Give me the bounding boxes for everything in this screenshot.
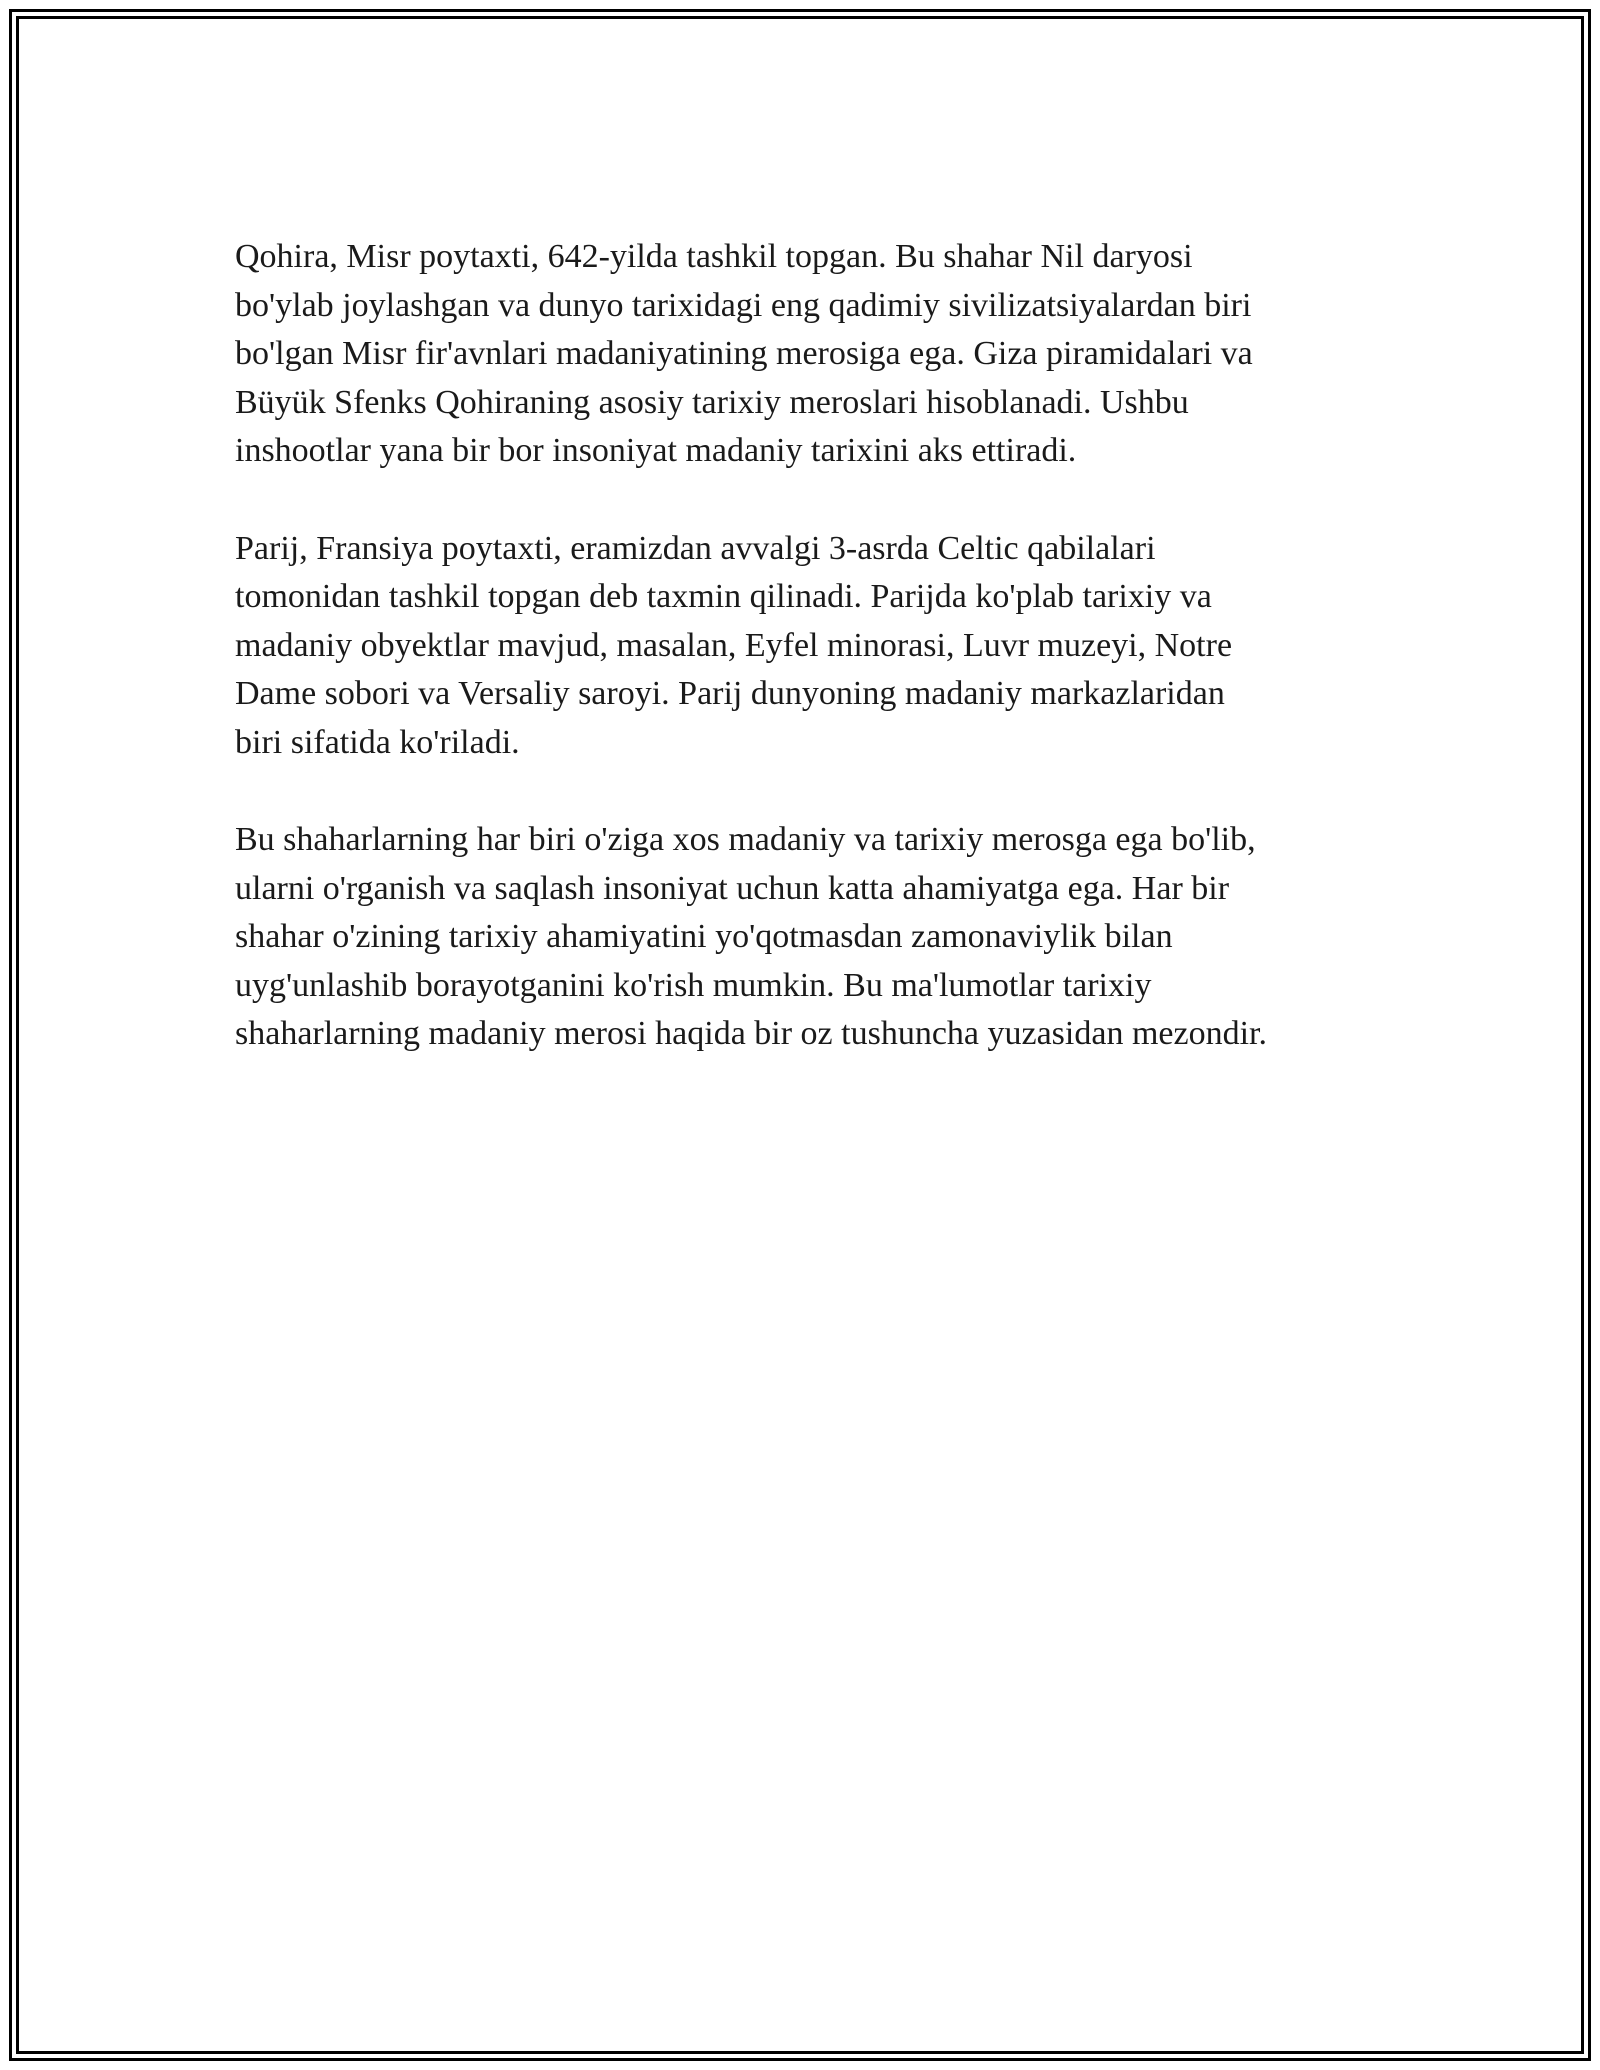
document-body bbox=[235, 233, 1365, 1108]
paragraph-paris: Parij, Fransiya poytaxti, eramizdan avvalgi 3-asrda Celtic qabilalari tomonidan tashkil topgan deb taxmin qilinadi. Parijda ko'plab tarixiy va madaniy obyektlar mavjud, masalan, Eyfel minorasi, Luvr muzeyi, Notre Dame sobori va Versaliy saroyi. Parij dunyoning madaniy markazlaridan biri sifatida ko'riladi. bbox=[235, 529, 1233, 761]
paragraph-conclusion: Bu shaharlarning har biri o'ziga xos madaniy va tarixiy merosga ega bo'lib, ularni o'rganish va saqlash insoniyat uchun katta ahamiyatga ega. Har bir shahar o'zining tarixiy ahamiyatini yo'qotmasdan zamonaviylik bilan uyg'unlashib borayotganini ko'rish mumkin. Bu ma'lumotlar tarixiy shaharlarning madaniy merosi haqida bir oz tushuncha yuzasidan mezondir. bbox=[235, 821, 1267, 1052]
paragraph-cairo: Qohira, Misr poytaxti, 642-yilda tashkil topgan. Bu shahar Nil daryosi bo'ylab joylashgan va dunyo tarixidagi eng qadimiy sivilizatsiyalardan biri bo'lgan Misr fir'avnlari madaniyatining merosiga ega. Giza piramidalari va Büyük Sfenks Qohiraning asosiy tarixiy meroslari hisoblanadi. Ushbu inshootlar yana bir bor insoniyat madaniy tarixini aks ettiradi. bbox=[235, 238, 1253, 469]
